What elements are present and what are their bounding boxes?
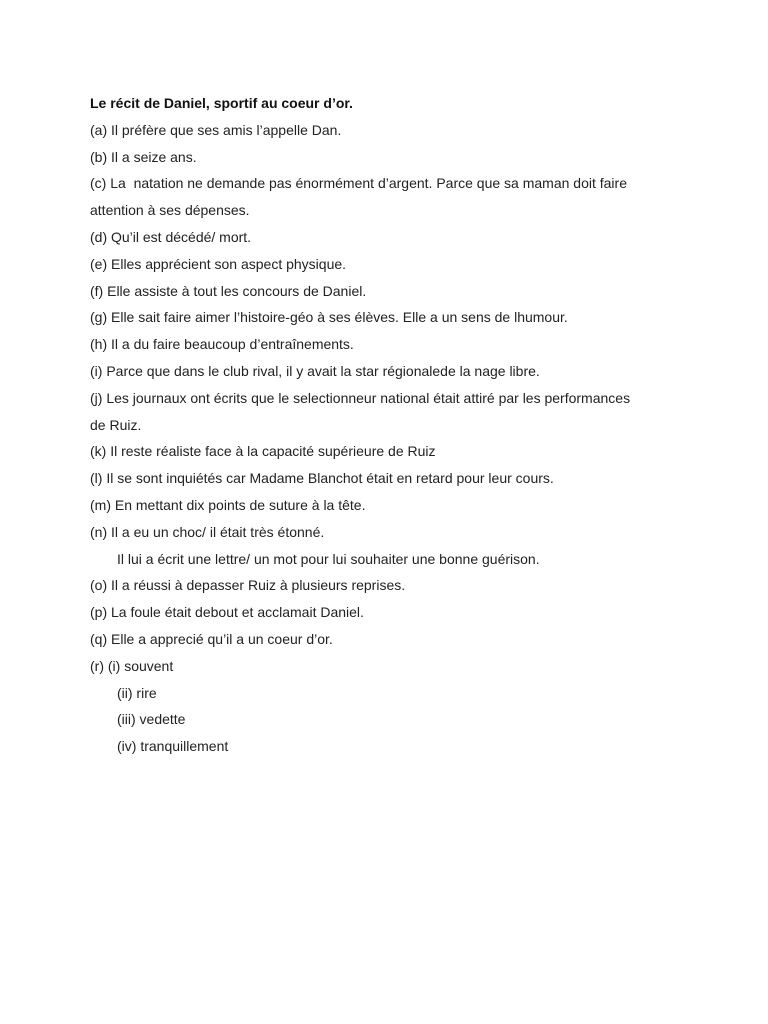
- answer-n: (n) Il a eu un choc/ il était très étonné.: [90, 523, 325, 540]
- document-title: Le récit de Daniel, sportif au coeur d’or.: [90, 95, 353, 111]
- answer-r-iv: (iv) tranquillement: [117, 738, 229, 755]
- answer-o: (o) Il a réussi à depasser Ruiz à plusieurs reprises.: [90, 577, 406, 594]
- answer-m: (m) En mettant dix points de suture à la tête.: [90, 496, 366, 513]
- answer-f: (f) Elle assiste à tout les concours de Daniel.: [90, 282, 367, 299]
- answer-e: (e) Elles apprécient son aspect physique.: [90, 255, 347, 272]
- answer-b: (b) Il a seize ans.: [90, 148, 197, 165]
- answer-g: (g) Elle sait faire aimer l’histoire-géo à ses élèves. Elle a un sens de lhumour.: [90, 309, 568, 326]
- answer-r-iii: (iii) vedette: [117, 711, 186, 728]
- answer-r-i: (r) (i) souvent: [90, 657, 174, 674]
- answer-c-continued: attention à ses dépenses.: [90, 202, 250, 219]
- answer-l: (l) Il se sont inquiétés car Madame Blanchot était en retard pour leur cours.: [90, 470, 554, 487]
- answer-p: (p) La foule était debout et acclamait Daniel.: [90, 604, 364, 621]
- answer-j-continued: de Ruiz.: [90, 416, 142, 433]
- answer-sheet: [90, 90, 690, 760]
- answer-i: (i) Parce que dans le club rival, il y avait la star régionalede la nage libre.: [90, 362, 540, 379]
- answer-r-ii: (ii) rire: [117, 684, 157, 701]
- answer-c: (c) La natation ne demande pas énormément d’argent. Parce que sa maman doit faire: [90, 175, 627, 192]
- answer-k: (k) Il reste réaliste face à la capacité supérieure de Ruiz: [90, 443, 436, 460]
- answer-d: (d) Qu’il est décédé/ mort.: [90, 228, 252, 245]
- answer-n-continued: Il lui a écrit une lettre/ un mot pour lui souhaiter une bonne guérison.: [117, 550, 540, 567]
- answer-j: (j) Les journaux ont écrits que le selectionneur national était attiré par les performances: [90, 389, 631, 406]
- answer-q: (q) Elle a apprecié qu’il a un coeur d’or.: [90, 630, 333, 647]
- answer-a: (a) Il préfère que ses amis l’appelle Dan.: [90, 121, 342, 138]
- answer-h: (h) Il a du faire beaucoup d’entraînements.: [90, 336, 354, 353]
